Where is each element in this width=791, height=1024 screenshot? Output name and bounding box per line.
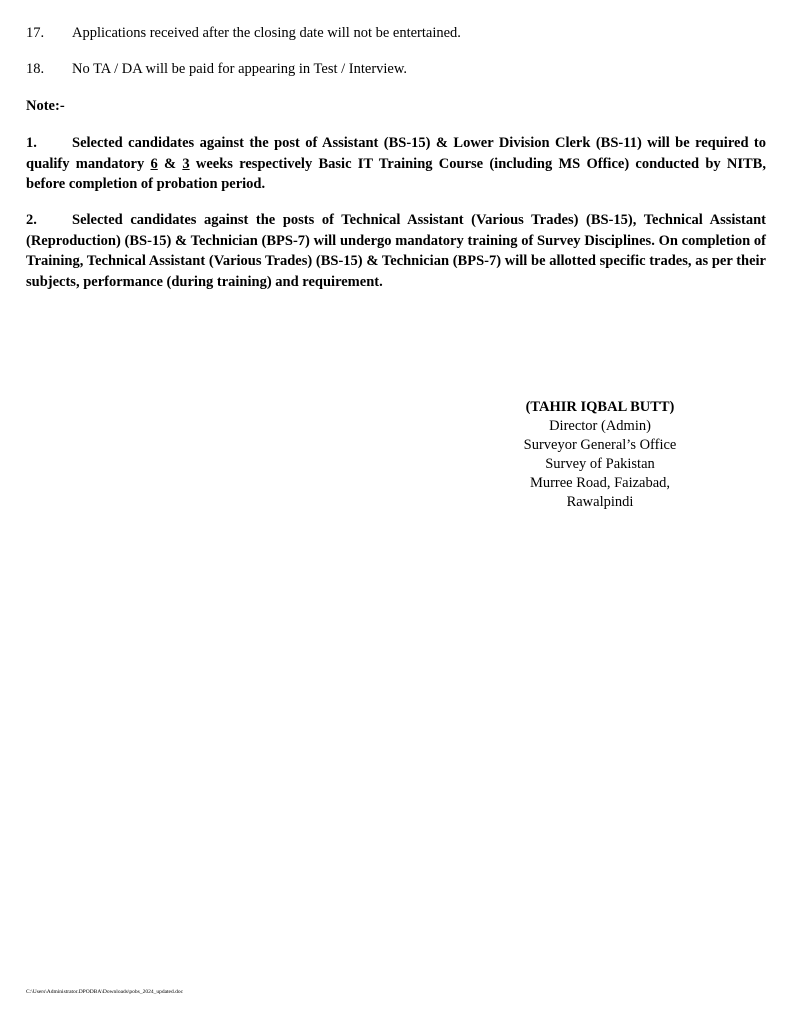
ldc-training-weeks: 3 — [182, 155, 190, 172]
signatory-organization: Survey of Pakistan — [545, 456, 655, 472]
instruction-number: 18. — [26, 61, 45, 77]
instruction-text: No TA / DA will be paid for appearing in Test / Interview. — [72, 61, 408, 77]
instruction-text: Applications received after the closing date will not be entertained. — [72, 25, 461, 41]
note-number: 2. — [26, 212, 37, 228]
note-heading: Note:- — [26, 98, 65, 114]
signatory-designation: Director (Admin) — [549, 418, 651, 434]
footer-file-path: C:\Users\Administrator.DPODBA\Downloads\pobs_2024_updated.doc — [26, 989, 184, 995]
signature-block — [500, 398, 700, 512]
signatory-office: Surveyor General’s Office — [523, 437, 677, 453]
signatory-address: Murree Road, Faizabad, — [529, 475, 671, 491]
note-number: 1. — [26, 135, 37, 151]
note-text-part: Selected candidates against the post of Assistant (BS-15) & Lower Division Clerk (BS-11) will be required to qualify mandatory — [26, 135, 766, 172]
note-item-2 — [26, 210, 766, 292]
note-text-part: weeks respectively Basic IT Training Course (including MS Office) conducted by NITB, before completion of probation period. — [26, 155, 766, 192]
note-text: Selected candidates against the posts of Technical Assistant (Various Trades) (BS-15), Technical Assistant (Reproduction) (BS-15) & Technician (BPS-7) will undergo mandatory training of Survey Disciplines. On completion of Training, Technical Assistant (Various Trades) (BS-15) & Technician (BPS-7) will be allotted specific trades, as per their subjects, performance (during training) and requirement. — [26, 212, 766, 290]
instruction-item-18 — [26, 60, 407, 78]
assistant-training-weeks: 6 — [150, 155, 158, 172]
signatory-city: Rawalpindi — [566, 494, 634, 510]
instruction-item-17 — [26, 24, 461, 42]
instruction-number: 17. — [26, 25, 45, 41]
signatory-name: (TAHIR IQBAL BUTT) — [525, 399, 675, 415]
note-item-1 — [26, 133, 766, 195]
note-text-part: & — [157, 155, 183, 172]
